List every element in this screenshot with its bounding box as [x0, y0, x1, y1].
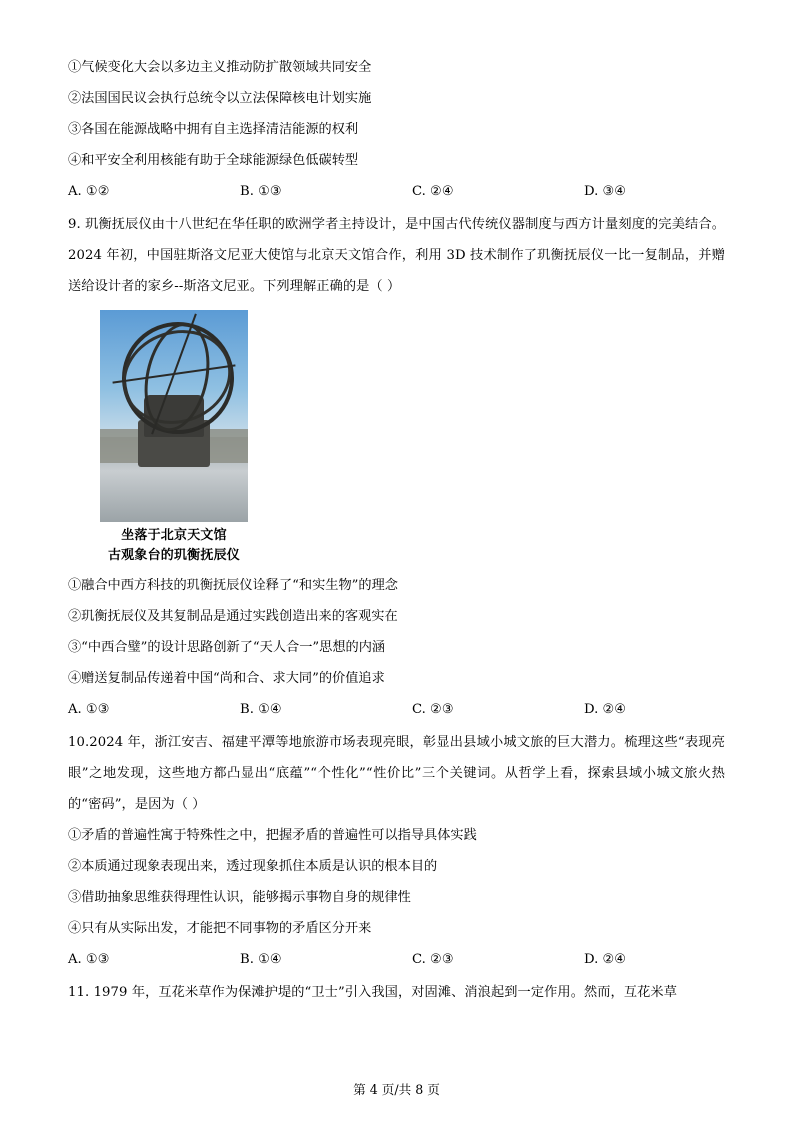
q9-option-b: B. ①④	[240, 702, 282, 717]
q8-choice-2: ②法国国民议会执行总统令以立法保障核电计划实施	[68, 91, 372, 106]
q8-choice-3: ③各国在能源战略中拥有自主选择清洁能源的权利	[68, 122, 359, 137]
q9-choice-2: ②玑衡抚辰仪及其复制品是通过实践创造出来的客观实在	[68, 609, 398, 624]
q8-answer-options	[68, 176, 725, 207]
page-footer: 第 4 页/共 8 页	[353, 1082, 440, 1097]
question-9	[68, 209, 725, 725]
q8-option-a: A. ①②	[68, 184, 110, 199]
armillary-sphere-photo	[100, 310, 248, 522]
q10-stem: 10.2024 年，浙江安吉、福建平潭等地旅游市场表现亮眼，彰显出县域小城文旅的巨大潜力。梳理这些“表现亮眼”之地发现，这些地方都凸显出“底蕴”“个性化”“性价比”三个关键词。从哲学上看，探索县域小城文旅火热的“密码”，是因为（ ）	[68, 735, 725, 812]
q9-figure	[68, 310, 725, 566]
q9-answer-options	[68, 694, 725, 725]
q8-choice-list	[68, 52, 725, 176]
q9-option-c: C. ②③	[412, 702, 454, 717]
q11-stem: 11. 1979 年，互花米草作为保滩护堤的“卫士”引入我国，对固滩、消浪起到一定作用。然而，互花米草	[68, 985, 677, 1000]
q10-choice-3: ③借助抽象思维获得理性认识，能够揭示事物自身的规律性	[68, 890, 411, 905]
q8-option-d: D. ③④	[584, 184, 627, 199]
q9-choice-list	[68, 570, 725, 694]
q10-choice-1: ①矛盾的普遍性寓于特殊性之中，把握矛盾的普遍性可以指导具体实践	[68, 828, 477, 843]
q9-option-d: D. ②④	[584, 702, 627, 717]
q10-answer-options	[68, 944, 725, 975]
q9-stem: 9. 玑衡抚辰仪由十八世纪在华任职的欧洲学者主持设计，是中国古代传统仪器制度与西方计量刻度的完美结合。2024 年初，中国驻斯洛文尼亚大使馆与北京天文馆合作，利用 3D 技术制作了玑衡抚辰仪一比一复制品，并赠送给设计者的家乡--斯洛文尼亚。下列理解正确的是（ ）	[68, 217, 725, 294]
q9-option-a: A. ①③	[68, 702, 110, 717]
q9-choice-1: ①融合中西方科技的玑衡抚辰仪诠释了“和实生物”的理念	[68, 578, 398, 593]
q9-figure-caption-line2: 古观象台的玑衡抚辰仪	[107, 548, 240, 563]
q9-choice-4: ④赠送复制品传递着中国“尚和合、求大同”的价值追求	[68, 671, 385, 686]
q10-option-d: D. ②④	[584, 952, 627, 967]
q10-option-c: C. ②③	[412, 952, 454, 967]
q10-choice-2: ②本质通过现象表现出来，透过现象抓住本质是认识的根本目的	[68, 859, 438, 874]
q8-choice-4: ④和平安全利用核能有助于全球能源绿色低碳转型	[68, 153, 359, 168]
q10-choice-4: ④只有从实际出发，才能把不同事物的矛盾区分开来	[68, 921, 372, 936]
q10-choice-list	[68, 820, 725, 944]
q9-choice-3: ③“中西合璧”的设计思路创新了“天人合一”思想的内涵	[68, 640, 386, 655]
q8-option-c: C. ②④	[412, 184, 454, 199]
q8-choice-1: ①气候变化大会以多边主义推动防扩散领域共同安全	[68, 60, 372, 75]
q8-option-b: B. ①③	[240, 184, 282, 199]
q9-figure-caption-line1: 坐落于北京天文馆	[121, 528, 227, 543]
question-10	[68, 727, 725, 975]
q10-option-b: B. ①④	[240, 952, 282, 967]
question-11	[68, 977, 725, 1008]
q10-option-a: A. ①③	[68, 952, 110, 967]
